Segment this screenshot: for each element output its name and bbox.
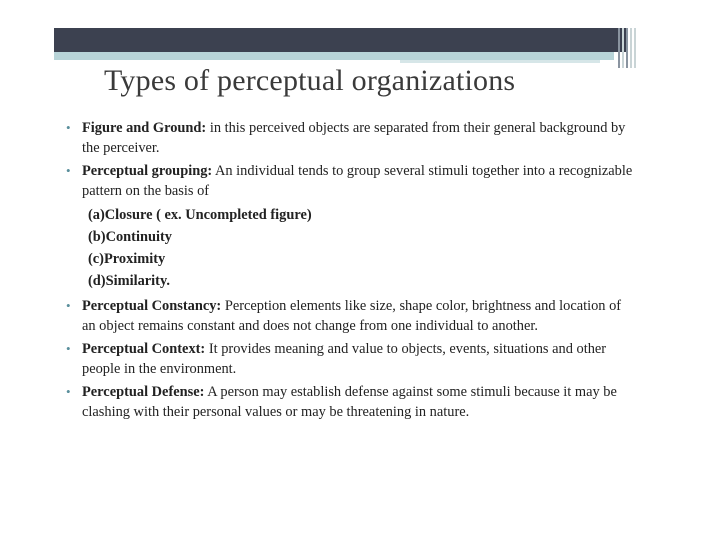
bullet-icon: • (66, 384, 71, 399)
decorative-stripes (618, 28, 642, 68)
bullet-icon: • (66, 341, 71, 356)
bullet-item (64, 161, 634, 201)
stripe (622, 28, 624, 68)
bullet-term: Figure and Ground: (82, 120, 207, 136)
stripe (618, 28, 620, 68)
grouping-item: (b)Continuity (88, 229, 172, 245)
bullet-item (64, 382, 634, 422)
bullet-list (64, 118, 634, 425)
bullet-item (64, 339, 634, 379)
accent-bar (54, 52, 614, 60)
stripe (626, 28, 628, 68)
bullet-icon: • (66, 163, 71, 178)
bullet-text: An individual tends to group several stimuli together into a recognizable pattern on the basis of (82, 163, 633, 199)
slide-title: Types of perceptual organizations (104, 64, 516, 97)
bullet-icon: • (66, 298, 71, 313)
bullet-text: It provides meaning and value to objects, events, situations and other people in the environment. (82, 341, 607, 377)
grouping-list (64, 204, 634, 292)
bullet-term: Perceptual Context: (82, 341, 206, 357)
stripe (630, 28, 632, 68)
grouping-item: (c)Proximity (88, 251, 166, 267)
accent-line (400, 60, 600, 63)
bullet-text: A person may establish defense against some stimuli because it may be clashing with their personal values or may be threatening in nature. (82, 384, 617, 420)
bullet-term: Perceptual Defense: (82, 384, 205, 400)
bullet-text: Perception elements like size, shape color, brightness and location of an object remains constant and does not change from one individual to another. (82, 298, 622, 334)
bullet-item (64, 118, 634, 158)
header-bar (54, 28, 628, 52)
bullet-icon: • (66, 120, 71, 135)
bullet-item (64, 296, 634, 336)
bullet-term: Perceptual Constancy: (82, 298, 222, 314)
stripe (634, 28, 636, 68)
grouping-item: (a)Closure ( ex. Uncompleted figure) (88, 207, 312, 223)
grouping-item: (d)Similarity. (88, 273, 170, 289)
bullet-text: in this perceived objects are separated from their general background by the perceiver. (82, 120, 626, 156)
bullet-term: Perceptual grouping: (82, 163, 213, 179)
